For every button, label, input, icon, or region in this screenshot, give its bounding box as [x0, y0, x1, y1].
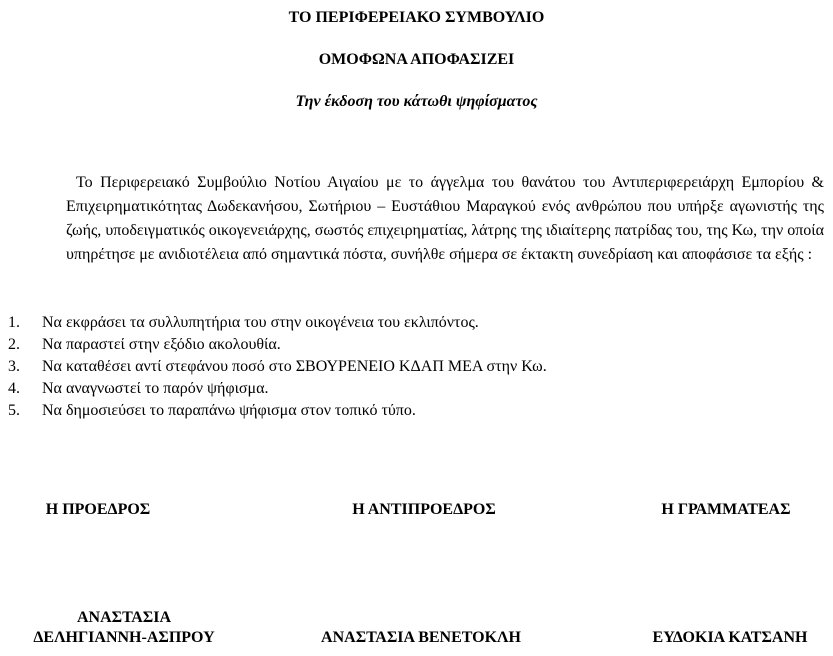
president-role: Η ΠΡΟΕΔΡΟΣ: [45, 501, 151, 518]
list-item: [8, 356, 547, 378]
list-item: [8, 400, 547, 422]
list-text: Να καταθέσει αντί στεφάνου ποσό στο ΣΒΟΥΡΕΝΕΙΟ ΚΔΑΠ ΜΕΑ στην Κω.: [42, 358, 547, 375]
list-item: [8, 334, 547, 356]
president-first-name: ΑΝΑΣΤΑΣΙΑ: [76, 609, 172, 626]
list-text: Να δημοσιεύσει το παραπάνω ψήφισμα στον τοπικό τύπο.: [42, 402, 416, 419]
president-name: [8, 608, 240, 648]
list-number: 1.: [8, 314, 20, 331]
vice-president-name: ΑΝΑΣΤΑΣΙΑ ΒΕΝΕΤΟΚΛΗ: [321, 629, 521, 646]
list-number: 4.: [8, 380, 20, 397]
resolutions-list: [8, 312, 547, 422]
list-item: [8, 312, 547, 334]
president-last-name: ΔΕΛΗΓΙΑΝΝΗ-ΑΣΠΡΟΥ: [33, 629, 215, 646]
list-text: Να παραστεί στην εξόδιο ακολουθία.: [42, 336, 281, 353]
secretary-name: ΕΥΔΟΚΙΑ ΚΑΤΣΑΝΗ: [652, 629, 808, 646]
list-item: [8, 378, 547, 400]
decision-heading: ΟΜΟΦΩΝΑ ΑΠΟΦΑΣΙΖΕΙ: [318, 51, 515, 68]
list-text: Να εκφράσει τα συλλυπητήρια του στην οικογένεια του εκλιπόντος.: [42, 314, 479, 331]
list-text: Να αναγνωστεί το παρόν ψήφισμα.: [42, 380, 269, 397]
vice-president-role: Η ΑΝΤΙΠΡΟΕΔΡΟΣ: [352, 501, 496, 518]
list-number: 3.: [8, 358, 20, 375]
main-paragraph: Το Περιφερειακό Συμβούλιο Νοτίου Αιγαίου με το άγγελμα του θανάτου του Αντιπεριφερειάρχη Εμπορίου & Επιχειρηματικότητας Δωδεκανήσου, Σωτήριου – Ευστάθιου Μαραγκού ενός ανθρώπου που υπήρξε αγωνιστής της ζωής, υποδειγματικός οικογενειάρχης, σωστός επιχειρηματίας, λάτρης της ιδιαίτερης πατρίδας του, της Κω, την οποία υπηρέτησε με ανιδιοτέλεια από σημαντικά πόστα, συνήλθε σήμερα σε έκτακτη συνεδρίαση και αποφάσισε τα εξής :: [66, 174, 824, 263]
council-heading: ΤΟ ΠΕΡΙΦΕΡΕΙΑΚΟ ΣΥΜΒΟΥΛΙΟ: [288, 9, 545, 26]
list-number: 2.: [8, 336, 20, 353]
secretary-role: Η ΓΡΑΜΜΑΤΕΑΣ: [661, 501, 791, 518]
resolution-subtitle: Την έκδοση του κάτωθι ψηφίσματος: [295, 93, 538, 110]
list-number: 5.: [8, 402, 20, 419]
